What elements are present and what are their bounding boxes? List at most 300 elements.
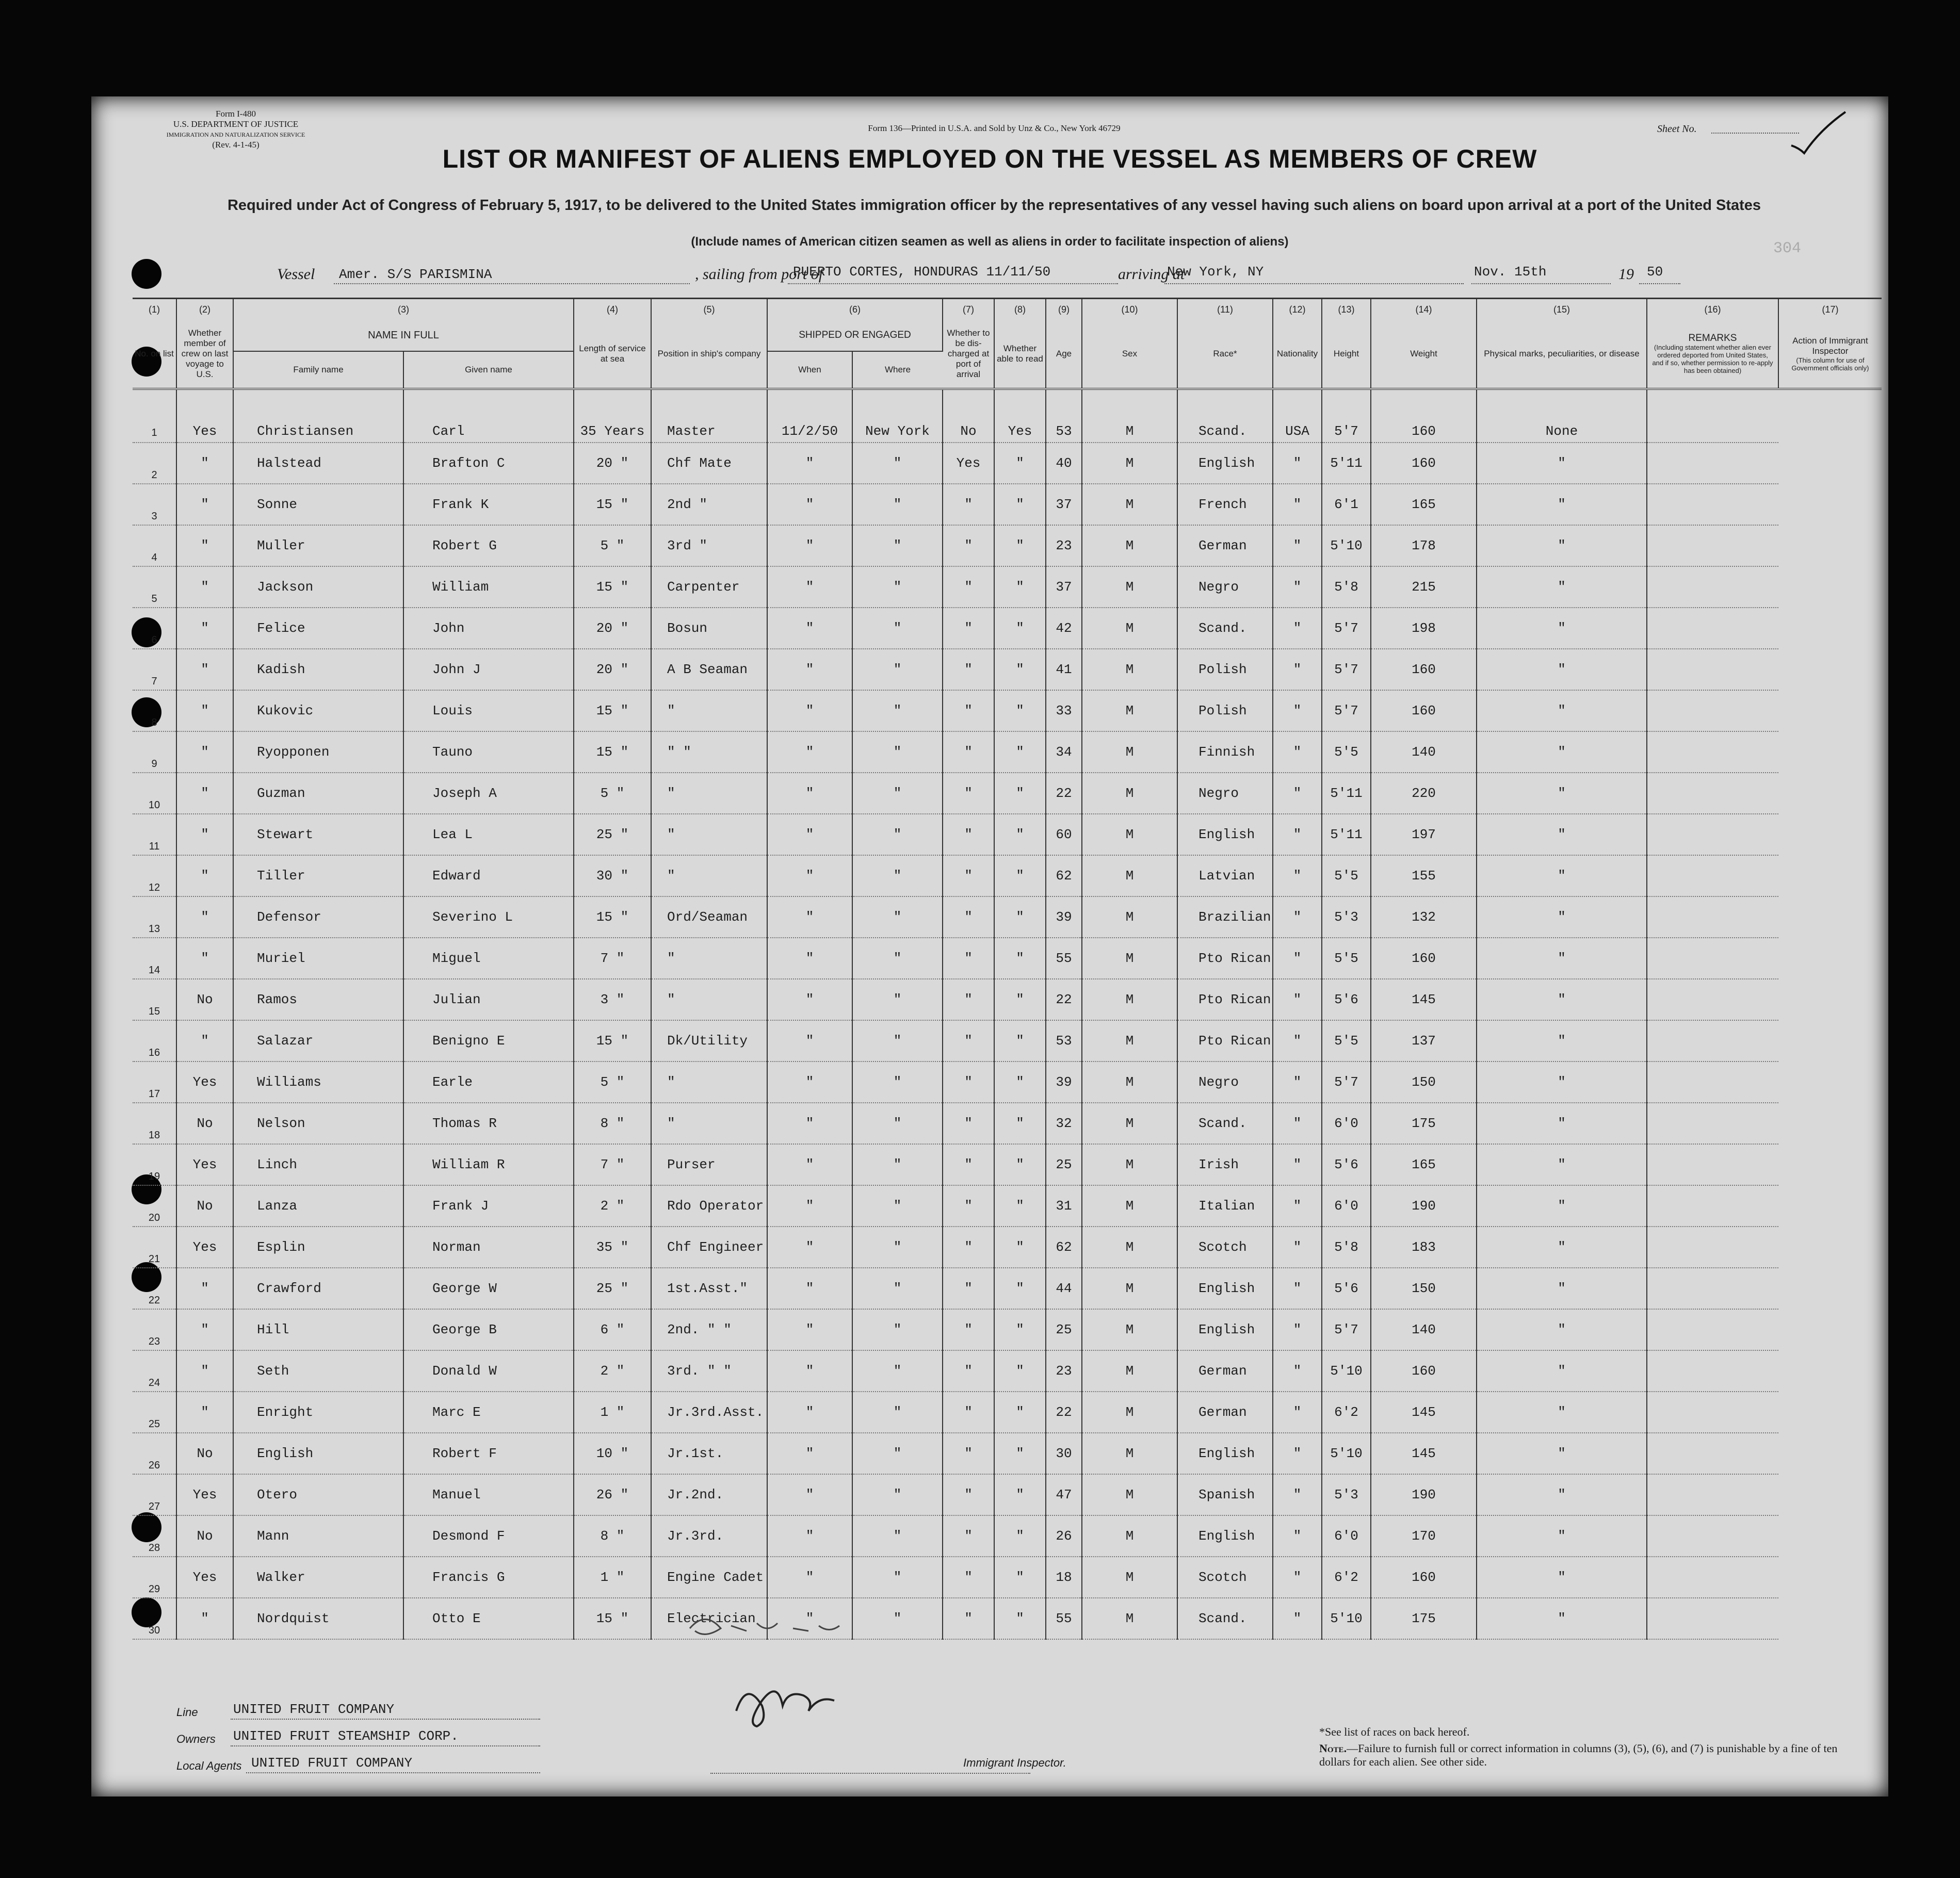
cell-weight: 183 [1371, 1227, 1477, 1268]
cell-race: Latvian [1177, 855, 1273, 896]
owners-underline [231, 1745, 540, 1746]
cell-row-number: 30 [133, 1598, 176, 1639]
col-num: (17) [1822, 304, 1839, 315]
cell-position: Electrician [651, 1598, 767, 1639]
cell-race: Pto Rican [1177, 938, 1273, 979]
cell-to-be-discharged: " [943, 649, 994, 690]
cell-to-be-discharged: " [943, 1350, 994, 1392]
cell-shipped-where: " [852, 1103, 943, 1144]
cell-to-be-discharged: " [943, 855, 994, 896]
header-given-name: Given name [403, 351, 574, 389]
cell-sex: M [1082, 855, 1177, 896]
header-remarks [1647, 320, 1778, 389]
cell-height: 6'0 [1322, 1103, 1371, 1144]
cell-race: Negro [1177, 773, 1273, 814]
cell-shipped-where: " [852, 525, 943, 566]
cell-position: Master [651, 389, 767, 443]
cell-remarks [1647, 1268, 1778, 1309]
cell-weight: 160 [1371, 649, 1477, 690]
cell-last-voyage: No [176, 1103, 233, 1144]
cell-nationality: " [1273, 1392, 1322, 1433]
cell-height: 5'5 [1322, 855, 1371, 896]
cell-nationality: " [1273, 1020, 1322, 1062]
cell-position: 3rd. " " [651, 1350, 767, 1392]
table-row [133, 814, 1882, 855]
header-age: Age [1046, 320, 1082, 389]
cell-to-be-discharged: " [943, 1392, 994, 1433]
cell-position: Chf Mate [651, 443, 767, 484]
table-row [133, 443, 1882, 484]
remarks-subtitle: (Including statement whether alien ever ordered deported from United States, and if so, whether permission to re-apply has been obtained) [1652, 344, 1773, 374]
cell-position: " [651, 690, 767, 731]
table-row [133, 1103, 1882, 1144]
cell-length-of-service: 26 " [574, 1474, 651, 1515]
cell-shipped-where: " [852, 1062, 943, 1103]
cell-shipped-when: " [767, 566, 852, 608]
cell-given-name: Donald W [403, 1350, 574, 1392]
cell-race: Pto Rican [1177, 979, 1273, 1020]
cell-last-voyage: " [176, 484, 233, 525]
cell-shipped-where: " [852, 1515, 943, 1557]
cell-last-voyage: Yes [176, 1227, 233, 1268]
cell-sex: M [1082, 1515, 1177, 1557]
agency-name: U.S. DEPARTMENT OF JUSTICE [173, 119, 299, 129]
cell-length-of-service: 2 " [574, 1185, 651, 1227]
cell-race: Irish [1177, 1144, 1273, 1185]
year-prefix: 19 [1618, 266, 1634, 283]
cell-length-of-service: 2 " [574, 1350, 651, 1392]
arrival-line [1164, 283, 1464, 284]
cell-family-name: Jackson [233, 566, 403, 608]
cell-row-number: 29 [133, 1557, 176, 1598]
cell-nationality: " [1273, 979, 1322, 1020]
cell-length-of-service: 5 " [574, 525, 651, 566]
cell-able-to-read: " [994, 1227, 1046, 1268]
cell-sex: M [1082, 1020, 1177, 1062]
cell-age: 23 [1046, 525, 1082, 566]
cell-given-name: Tauno [403, 731, 574, 773]
cell-given-name: William R [403, 1144, 574, 1185]
cell-row-number: 24 [133, 1350, 176, 1392]
cell-sex: M [1082, 1062, 1177, 1103]
cell-family-name: Seth [233, 1350, 403, 1392]
cell-family-name: Felice [233, 608, 403, 649]
cell-remarks [1647, 649, 1778, 690]
cell-shipped-where: " [852, 1392, 943, 1433]
cell-age: 37 [1046, 566, 1082, 608]
cell-last-voyage: " [176, 1350, 233, 1392]
cell-nationality: " [1273, 855, 1322, 896]
cell-sex: M [1082, 1598, 1177, 1639]
cell-nationality: " [1273, 443, 1322, 484]
cell-age: 55 [1046, 1598, 1082, 1639]
cell-family-name: Tiller [233, 855, 403, 896]
cell-position: " [651, 1062, 767, 1103]
cell-remarks [1647, 690, 1778, 731]
cell-height: 5'11 [1322, 443, 1371, 484]
cell-position: Ord/Seaman [651, 896, 767, 938]
cell-weight: 198 [1371, 608, 1477, 649]
cell-last-voyage: Yes [176, 389, 233, 443]
table-row [133, 1268, 1882, 1309]
arrival-date: Nov. 15th [1474, 264, 1547, 280]
cell-remarks [1647, 773, 1778, 814]
cell-shipped-where: New York [852, 389, 943, 443]
cell-weight: 145 [1371, 1392, 1477, 1433]
cell-race: English [1177, 1268, 1273, 1309]
cell-given-name: Frank J [403, 1185, 574, 1227]
cell-race: Scand. [1177, 389, 1273, 443]
cell-given-name: Edward [403, 855, 574, 896]
cell-shipped-when: " [767, 1433, 852, 1474]
header-no-on-list: No. on list [133, 320, 176, 389]
cell-physical-marks: " [1477, 649, 1647, 690]
cell-physical-marks: " [1477, 1557, 1647, 1598]
cell-shipped-where: " [852, 1227, 943, 1268]
table-row [133, 1020, 1882, 1062]
cell-weight: 175 [1371, 1598, 1477, 1639]
cell-height: 5'5 [1322, 938, 1371, 979]
cell-physical-marks: " [1477, 1020, 1647, 1062]
cell-nationality: " [1273, 1515, 1322, 1557]
cell-position: 1st.Asst." [651, 1268, 767, 1309]
cell-height: 5'10 [1322, 1350, 1371, 1392]
cell-weight: 160 [1371, 938, 1477, 979]
cell-last-voyage: No [176, 1185, 233, 1227]
cell-age: 22 [1046, 979, 1082, 1020]
col-num: (1) [133, 299, 176, 320]
cell-to-be-discharged: " [943, 1557, 994, 1598]
cell-to-be-discharged: " [943, 1474, 994, 1515]
cell-given-name: Norman [403, 1227, 574, 1268]
cell-length-of-service: 35 " [574, 1227, 651, 1268]
cell-weight: 178 [1371, 525, 1477, 566]
cell-row-number: 10 [133, 773, 176, 814]
cell-height: 6'1 [1322, 484, 1371, 525]
cell-remarks [1647, 1350, 1778, 1392]
cell-shipped-when: " [767, 1062, 852, 1103]
cell-physical-marks: " [1477, 1515, 1647, 1557]
table-row [133, 979, 1882, 1020]
cell-row-number: 25 [133, 1392, 176, 1433]
col-num: (14) [1371, 299, 1477, 320]
cell-given-name: Brafton C [403, 443, 574, 484]
cell-to-be-discharged: " [943, 896, 994, 938]
cell-nationality: " [1273, 1557, 1322, 1598]
cell-physical-marks: None [1477, 389, 1647, 443]
header-height: Height [1322, 320, 1371, 389]
cell-length-of-service: 25 " [574, 1268, 651, 1309]
cell-physical-marks: " [1477, 1185, 1647, 1227]
cell-height: 5'7 [1322, 690, 1371, 731]
cell-shipped-where: " [852, 979, 943, 1020]
page-stamp: 304 [1773, 240, 1802, 257]
cell-given-name: Lea L [403, 814, 574, 855]
cell-shipped-when: " [767, 1268, 852, 1309]
cell-shipped-where: " [852, 855, 943, 896]
cell-shipped-where: " [852, 1268, 943, 1309]
cell-race: German [1177, 525, 1273, 566]
cell-position: Jr.2nd. [651, 1474, 767, 1515]
cell-given-name: Frank K [403, 484, 574, 525]
table-row [133, 484, 1882, 525]
cell-remarks [1647, 608, 1778, 649]
table-row [133, 1515, 1882, 1557]
cell-shipped-where: " [852, 608, 943, 649]
cell-able-to-read: " [994, 649, 1046, 690]
cell-age: 26 [1046, 1515, 1082, 1557]
cell-sex: M [1082, 566, 1177, 608]
cell-length-of-service: 7 " [574, 938, 651, 979]
cell-remarks [1647, 389, 1778, 443]
cell-age: 25 [1046, 1309, 1082, 1350]
departure-line [788, 283, 1118, 284]
cell-age: 62 [1046, 855, 1082, 896]
cell-remarks [1647, 1433, 1778, 1474]
cell-given-name: Robert F [403, 1433, 574, 1474]
cell-age: 62 [1046, 1227, 1082, 1268]
cell-remarks [1647, 1557, 1778, 1598]
cell-shipped-when: " [767, 773, 852, 814]
cell-weight: 160 [1371, 1557, 1477, 1598]
cell-to-be-discharged: " [943, 1433, 994, 1474]
cell-family-name: Muriel [233, 938, 403, 979]
agents-underline [246, 1772, 540, 1773]
header-race: Race* [1177, 320, 1273, 389]
cell-weight: 140 [1371, 1309, 1477, 1350]
table-row [133, 1474, 1882, 1515]
cell-given-name: Earle [403, 1062, 574, 1103]
cell-nationality: " [1273, 1309, 1322, 1350]
cell-shipped-where: " [852, 1474, 943, 1515]
sheet-number-line [1711, 133, 1799, 134]
cell-age: 23 [1046, 1350, 1082, 1392]
cell-able-to-read: " [994, 1598, 1046, 1639]
cell-shipped-where: " [852, 731, 943, 773]
cell-race: Negro [1177, 566, 1273, 608]
cell-last-voyage: " [176, 731, 233, 773]
cell-able-to-read: " [994, 1474, 1046, 1515]
cell-weight: 220 [1371, 773, 1477, 814]
cell-nationality: " [1273, 608, 1322, 649]
header-position: Position in ship's company [651, 320, 767, 389]
cell-row-number: 18 [133, 1103, 176, 1144]
cell-race: French [1177, 484, 1273, 525]
cell-family-name: Linch [233, 1144, 403, 1185]
cell-row-number: 15 [133, 979, 176, 1020]
cell-last-voyage: " [176, 566, 233, 608]
cell-length-of-service: 5 " [574, 773, 651, 814]
cell-row-number: 16 [133, 1020, 176, 1062]
cell-height: 6'0 [1322, 1185, 1371, 1227]
cell-sex: M [1082, 773, 1177, 814]
cell-family-name: Guzman [233, 773, 403, 814]
cell-remarks [1647, 484, 1778, 525]
cell-remarks [1647, 855, 1778, 896]
cell-family-name: Halstead [233, 443, 403, 484]
cell-last-voyage: No [176, 1515, 233, 1557]
cell-able-to-read: " [994, 690, 1046, 731]
col-num: (10) [1082, 299, 1177, 320]
cell-weight: 190 [1371, 1474, 1477, 1515]
cell-remarks [1647, 1185, 1778, 1227]
cell-last-voyage: " [176, 1020, 233, 1062]
port-of-arrival: New York, NY [1167, 264, 1264, 280]
cell-age: 34 [1046, 731, 1082, 773]
cell-height: 5'10 [1322, 1598, 1371, 1639]
cell-shipped-where: " [852, 1557, 943, 1598]
cell-shipped-when: " [767, 649, 852, 690]
cell-able-to-read: " [994, 938, 1046, 979]
header-family-name: Family name [233, 351, 403, 389]
cell-able-to-read: " [994, 855, 1046, 896]
cell-row-number: 6 [133, 608, 176, 649]
cell-length-of-service: 20 " [574, 443, 651, 484]
cell-height: 5'8 [1322, 1227, 1371, 1268]
cell-row-number: 11 [133, 814, 176, 855]
cell-able-to-read: " [994, 1185, 1046, 1227]
header-nationality: Nationality [1273, 320, 1322, 389]
cell-remarks [1647, 1515, 1778, 1557]
cell-weight: 137 [1371, 1020, 1477, 1062]
cell-age: 53 [1046, 389, 1082, 443]
cell-shipped-when: " [767, 1598, 852, 1639]
cell-row-number: 23 [133, 1309, 176, 1350]
cell-age: 31 [1046, 1185, 1082, 1227]
cell-position: Carpenter [651, 566, 767, 608]
cell-length-of-service: 10 " [574, 1433, 651, 1474]
cell-able-to-read: " [994, 608, 1046, 649]
cell-shipped-when: " [767, 484, 852, 525]
cell-to-be-discharged: " [943, 1598, 994, 1639]
cell-family-name: English [233, 1433, 403, 1474]
cell-to-be-discharged: " [943, 1020, 994, 1062]
cell-given-name: Louis [403, 690, 574, 731]
cell-given-name: Otto E [403, 1598, 574, 1639]
cell-physical-marks: " [1477, 1103, 1647, 1144]
cell-nationality: " [1273, 1474, 1322, 1515]
cell-remarks [1647, 1062, 1778, 1103]
cell-shipped-where: " [852, 649, 943, 690]
header-last-voyage: Whether member of crew on last voyage to U.S. [176, 320, 233, 389]
cell-remarks [1647, 1103, 1778, 1144]
cell-remarks [1647, 938, 1778, 979]
cell-shipped-when: " [767, 979, 852, 1020]
cell-race: Polish [1177, 690, 1273, 731]
cell-family-name: Kadish [233, 649, 403, 690]
cell-height: 5'6 [1322, 1268, 1371, 1309]
cell-position: " [651, 938, 767, 979]
cell-length-of-service: 6 " [574, 1309, 651, 1350]
cell-sex: M [1082, 814, 1177, 855]
cell-shipped-when: " [767, 690, 852, 731]
sailing-label: , sailing from port of [695, 266, 823, 283]
cell-race: Scotch [1177, 1227, 1273, 1268]
cell-height: 5'8 [1322, 566, 1371, 608]
cell-family-name: Mann [233, 1515, 403, 1557]
cell-weight: 190 [1371, 1185, 1477, 1227]
cell-row-number: 17 [133, 1062, 176, 1103]
cell-age: 53 [1046, 1020, 1082, 1062]
cell-row-number: 9 [133, 731, 176, 773]
cell-nationality: " [1273, 1062, 1322, 1103]
table-row [133, 938, 1882, 979]
cell-position: " [651, 1103, 767, 1144]
cell-position: " [651, 855, 767, 896]
cell-sex: M [1082, 1350, 1177, 1392]
header-length-of-service: Length of service at sea [574, 320, 651, 389]
cell-family-name: Stewart [233, 814, 403, 855]
cell-shipped-when: " [767, 855, 852, 896]
cell-sex: M [1082, 1185, 1177, 1227]
cell-given-name: John J [403, 649, 574, 690]
cell-able-to-read: " [994, 1433, 1046, 1474]
cell-physical-marks: " [1477, 896, 1647, 938]
vessel-line [334, 283, 690, 284]
cell-nationality: " [1273, 938, 1322, 979]
cell-remarks [1647, 979, 1778, 1020]
cell-able-to-read: " [994, 1557, 1046, 1598]
cell-sex: M [1082, 649, 1177, 690]
cell-weight: 140 [1371, 731, 1477, 773]
cell-nationality: " [1273, 896, 1322, 938]
inspector-title: Action of Immigrant Inspector [1792, 336, 1868, 356]
race-note: *See list of races on back hereof. [1319, 1725, 1470, 1738]
cell-race: Scand. [1177, 608, 1273, 649]
agents-company: UNITED FRUIT COMPANY [251, 1755, 413, 1771]
cell-length-of-service: 15 " [574, 690, 651, 731]
cell-able-to-read: " [994, 979, 1046, 1020]
cell-physical-marks: " [1477, 979, 1647, 1020]
col-num: (6) [767, 299, 943, 320]
cell-last-voyage: " [176, 649, 233, 690]
cell-length-of-service: 15 " [574, 1020, 651, 1062]
cell-sex: M [1082, 979, 1177, 1020]
cell-family-name: Nelson [233, 1103, 403, 1144]
cell-to-be-discharged: " [943, 690, 994, 731]
cell-age: 33 [1046, 690, 1082, 731]
cell-row-number: 13 [133, 896, 176, 938]
cell-row-number: 22 [133, 1268, 176, 1309]
cell-family-name: Ramos [233, 979, 403, 1020]
cell-able-to-read: " [994, 1144, 1046, 1185]
cell-weight: 160 [1371, 389, 1477, 443]
cell-shipped-where: " [852, 1020, 943, 1062]
cell-position: Chf Engineer [651, 1227, 767, 1268]
sheet-number-label: Sheet No. [1657, 123, 1697, 135]
cell-length-of-service: 3 " [574, 979, 651, 1020]
header-name-in-full: NAME IN FULL [233, 320, 574, 351]
col-num: (7) [943, 299, 994, 320]
cell-last-voyage: Yes [176, 1062, 233, 1103]
header-physical-marks: Physical marks, peculiarities, or disease [1477, 320, 1647, 389]
cell-weight: 165 [1371, 484, 1477, 525]
table-row [133, 1350, 1882, 1392]
cell-sex: M [1082, 484, 1177, 525]
cell-height: 5'3 [1322, 896, 1371, 938]
cell-family-name: Williams [233, 1062, 403, 1103]
cell-to-be-discharged: " [943, 608, 994, 649]
cell-remarks [1647, 443, 1778, 484]
cell-physical-marks: " [1477, 1144, 1647, 1185]
header-when: When [767, 351, 852, 389]
crew-manifest-table [133, 298, 1882, 1640]
cell-family-name: Crawford [233, 1268, 403, 1309]
cell-able-to-read: " [994, 814, 1046, 855]
cell-position: 2nd. " " [651, 1309, 767, 1350]
cell-given-name: Miguel [403, 938, 574, 979]
cell-shipped-when: " [767, 896, 852, 938]
